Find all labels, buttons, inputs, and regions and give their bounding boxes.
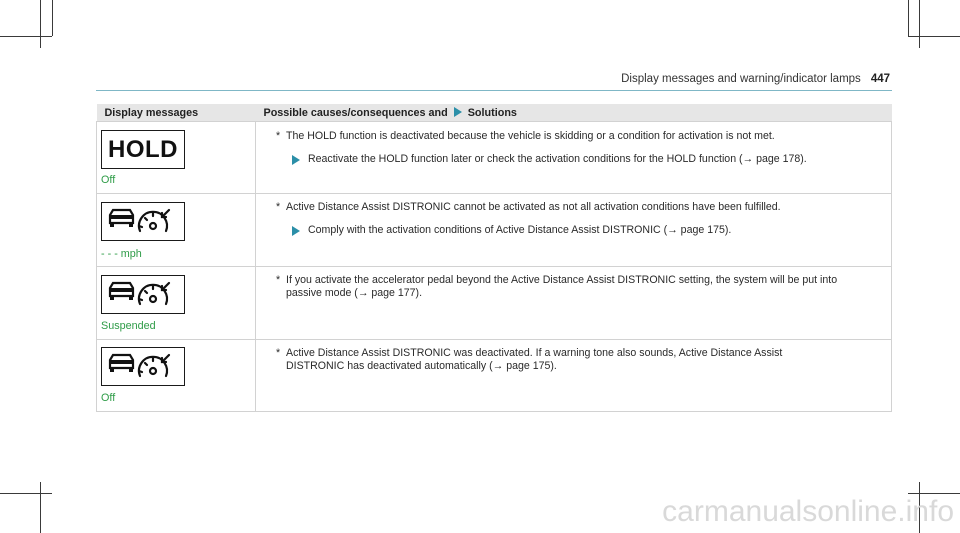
cause-cell [256,122,892,194]
message-cell [97,194,256,267]
solution-text: Reactivate the HOLD function later or check the activation conditions for the HOLD function (→ page 178). [308,153,807,165]
table-row [97,340,892,412]
message-caption: - - - mph [101,248,142,260]
page-number: 447 [870,73,890,85]
message-caption: Suspended [101,320,156,332]
solution-step [308,224,881,237]
crop-mark [40,0,41,48]
watermark: carmanualsonline.info [662,495,954,528]
table-row [97,267,892,340]
bullet-star: * [276,347,281,359]
cause-cell [256,340,892,412]
table-row [97,122,892,194]
crop-mark [919,0,920,48]
col-header-causes-prefix: Possible causes/consequences and [263,106,448,119]
message-cell [97,122,256,194]
table-header-row [97,104,892,122]
message-caption: Off [101,392,116,404]
solution-step [308,153,881,166]
crop-mark [0,493,52,494]
crop-mark [40,482,41,533]
cause-cell [256,267,892,340]
message-cell [97,340,256,412]
solution-text: Comply with the activation conditions of Active Distance Assist DISTRONIC (→ page 175). [308,224,732,236]
running-header [621,73,890,85]
crop-mark [908,36,960,37]
cause-text: The HOLD function is deactivated because the vehicle is skidding or a condition for activation is not met. [286,130,775,142]
cause-text: If you activate the accelerator pedal beyond the Active Distance Assist DISTRONIC setting, the system will be put into passive mode (→ page 177). [286,274,838,299]
bullet-star: * [276,274,281,286]
cause-text: Active Distance Assist DISTRONIC was deactivated. If a warning tone also sounds, Active Distance Assist DISTRONIC has deactivated automatically (→ page 175). [286,347,783,372]
bullet-star: * [276,201,281,213]
crop-mark [908,0,909,36]
crop-mark [0,36,52,37]
col-header-display-messages: Display messages [97,104,256,122]
crop-mark [52,0,53,36]
solution-arrow-icon [292,155,300,165]
solution-arrow-icon [454,107,462,117]
crop-mark [908,493,960,494]
message-caption: Off [101,174,116,186]
distronic-icon [101,275,185,314]
cause-text: Active Distance Assist DISTRONIC cannot be activated as not all activation conditions have been fulfilled. [286,201,781,213]
display-messages-table [96,104,892,412]
cause-cell [256,194,892,267]
bullet-star: * [276,130,281,142]
col-header-solutions: Solutions [467,106,517,119]
message-cell [97,267,256,340]
col-header-causes [256,104,892,122]
distronic-icon [101,202,185,241]
solution-arrow-icon [292,226,300,236]
header-title: Display messages and warning/indicator lamps [621,73,861,85]
distronic-icon [101,347,185,386]
hold-icon: HOLD [101,130,185,169]
header-rule [96,90,892,91]
table-row [97,194,892,267]
